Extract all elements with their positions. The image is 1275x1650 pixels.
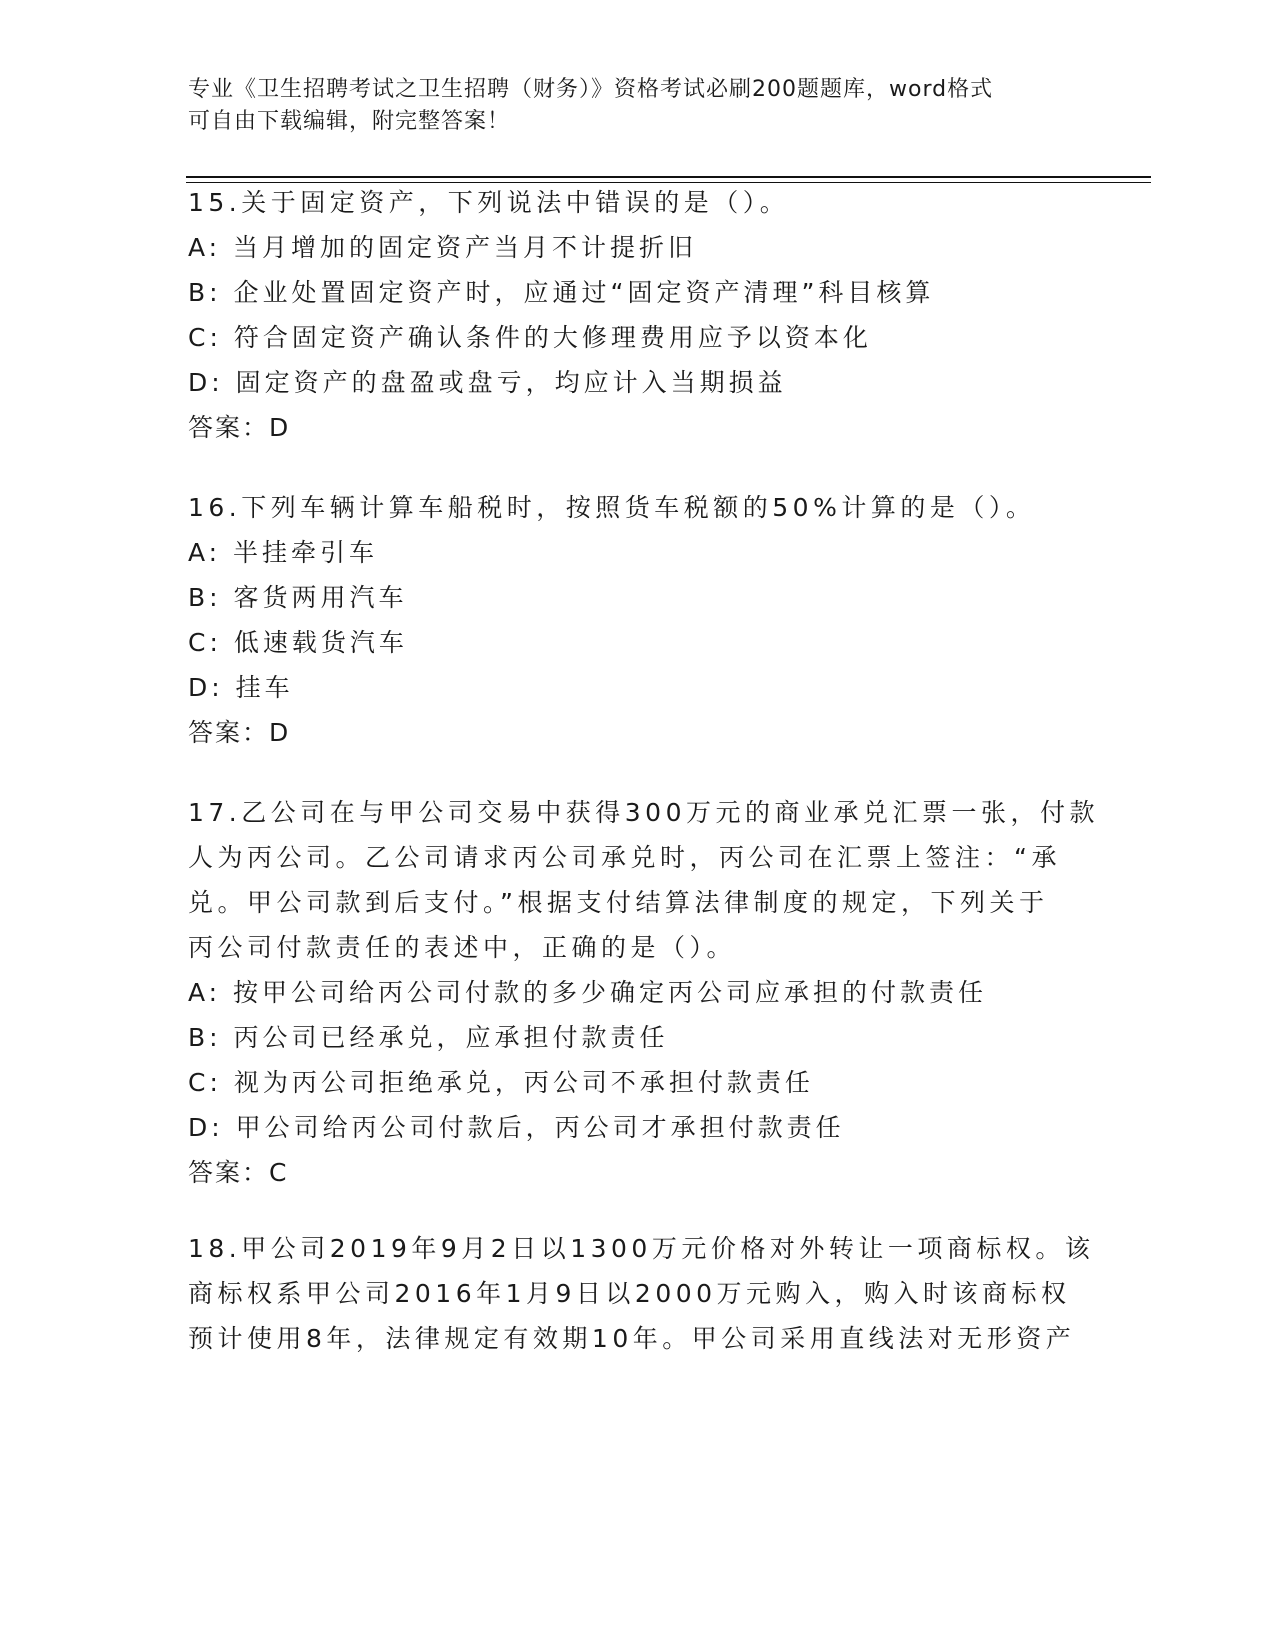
stem-line: 人为丙公司。乙公司请求丙公司承兑时，丙公司在汇票上签注：“承 (188, 843, 1061, 872)
question-18 (188, 1226, 1095, 1361)
option-c: C: 低速载货汽车 (188, 628, 408, 657)
option-d: D: 甲公司给丙公司付款后，丙公司才承担付款责任 (188, 1113, 845, 1142)
option-c: C: 符合固定资产确认条件的大修理费用应予以资本化 (188, 323, 872, 352)
header-line-1: 专业《卫生招聘考试之卫生招聘（财务）》资格考试必刷200题题库，word格式 (188, 77, 994, 102)
header-line-2: 可自由下载编辑，附完整答案！ (188, 109, 511, 134)
stem-line: 丙公司付款责任的表述中，正确的是（）。 (188, 933, 737, 962)
stem-line: 18.甲公司2019年9月2日以1300万元价格对外转让一项商标权。该 (188, 1234, 1095, 1263)
stem-line: 预计使用8年，法律规定有效期10年。甲公司采用直线法对无形资产 (188, 1324, 1076, 1353)
stem-line: 商标权系甲公司2016年1月9日以2000万元购入，购入时该商标权 (188, 1279, 1071, 1308)
option-b: B: 企业处置固定资产时，应通过“固定资产清理”科目核算 (188, 278, 935, 307)
question-15 (188, 180, 1088, 450)
question-stem (188, 1226, 1095, 1361)
option-b: B: 丙公司已经承兑，应承担付款责任 (188, 1023, 669, 1052)
answer-line: 答案：D (188, 718, 291, 747)
stem-line: 15.关于固定资产，下列说法中错误的是（）。 (188, 188, 790, 217)
option-a: A: 当月增加的固定资产当月不计提折旧 (188, 233, 698, 262)
question-17 (188, 790, 1099, 1195)
question-stem (188, 180, 1088, 225)
stem-line: 兑。甲公司款到后支付。”根据支付结算法律制度的规定，下列关于 (188, 888, 1049, 917)
option-d: D: 挂车 (188, 673, 294, 702)
answer-line: 答案：C (188, 1158, 289, 1187)
option-a: A: 半挂牵引车 (188, 538, 379, 567)
stem-line: 16.下列车辆计算车船税时，按照货车税额的50%计算的是（）。 (188, 493, 1036, 522)
answer-line: 答案：D (188, 413, 291, 442)
header-divider-thick (186, 176, 1151, 178)
option-a: A: 按甲公司给丙公司付款的多少确定丙公司应承担的付款责任 (188, 978, 988, 1007)
document-header (188, 74, 1088, 138)
option-d: D: 固定资产的盘盈或盘亏，均应计入当期损益 (188, 368, 787, 397)
stem-line: 17.乙公司在与甲公司交易中获得300万元的商业承兑汇票一张，付款 (188, 798, 1099, 827)
option-c: C: 视为丙公司拒绝承兑，丙公司不承担付款责任 (188, 1068, 814, 1097)
question-stem (188, 790, 1099, 970)
question-16 (188, 485, 1088, 755)
option-b: B: 客货两用汽车 (188, 583, 408, 612)
question-stem (188, 485, 1088, 530)
